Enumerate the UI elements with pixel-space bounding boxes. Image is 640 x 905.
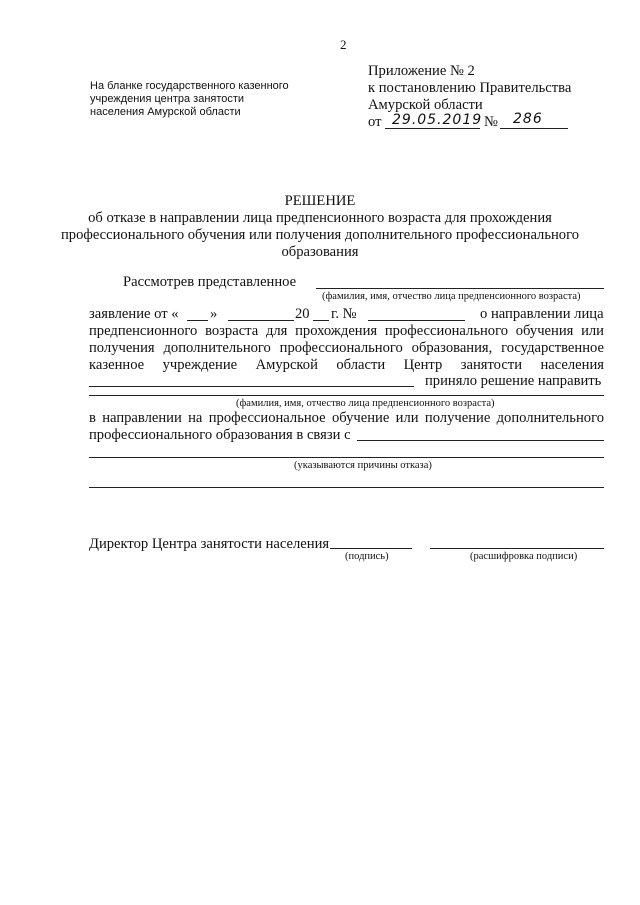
statement-number-field[interactable] (368, 320, 465, 321)
letterhead-line: На бланке государственного казенного (90, 80, 289, 92)
date-underline (385, 128, 480, 129)
appendix-date: 29.05.2019 (392, 112, 483, 128)
page-number: 2 (340, 37, 347, 52)
applicant-name-field[interactable] (316, 288, 604, 289)
statement-month-field[interactable] (228, 320, 294, 321)
document-title: РЕШЕНИЕ (284, 193, 356, 209)
subject-line: профессионального обучения или получения дополнительного профессионального (60, 227, 580, 243)
paragraph-line: получения дополнительного профессионального образования, государственное (89, 340, 604, 356)
caption-person-name: (фамилия, имя, отчество лица предпенсионного возраста) (236, 398, 495, 409)
appendix-decree: к постановлению Правительства (368, 80, 572, 96)
statement-year-field[interactable] (313, 320, 329, 321)
letterhead-line: населения Амурской области (90, 106, 241, 118)
statement-day-field[interactable] (187, 320, 208, 321)
subject-line: образования (281, 244, 359, 260)
paragraph-line: предпенсионного возраста для прохождения профессионального обучения или (89, 323, 604, 339)
reason-field[interactable] (357, 440, 604, 441)
reason-intro-text: профессионального образования в связи с (89, 427, 351, 443)
year-prefix: 20 (295, 306, 310, 322)
quote-close: » (210, 306, 218, 322)
signature-field[interactable] (330, 548, 412, 549)
paragraph-line: в направлении на профессиональное обучение или получение дополнительного (89, 410, 604, 426)
appendix-number-label: № (484, 114, 498, 130)
signature-decode-field[interactable] (430, 548, 604, 549)
reason-field-3[interactable] (89, 487, 604, 488)
director-title: Директор Центра занятости населения (89, 536, 330, 552)
appendix-region: Амурской области (368, 97, 483, 113)
appendix-from-label: от (368, 114, 382, 130)
appendix-number: 286 (513, 111, 543, 127)
reason-field-2[interactable] (89, 457, 604, 458)
decided-text: приняло решение направить (425, 373, 602, 389)
about-text: о направлении лица (480, 306, 604, 322)
subject-line: об отказе в направлении лица предпенсионного возраста для прохождения (88, 210, 552, 226)
year-number-label: г. № (331, 306, 357, 322)
caption-signature: (подпись) (345, 551, 389, 562)
caption-reasons: (указываются причины отказа) (294, 460, 432, 471)
statement-from-text: заявление от « (89, 306, 179, 322)
caption-signature-decode: (расшифровка подписи) (470, 551, 578, 562)
considered-text: Рассмотрев представленное (123, 274, 297, 290)
paragraph-line: казенное учреждение Амурской области Центр занятости населения (89, 357, 604, 373)
caption-applicant-name: (фамилия, имя, отчество лица предпенсионного возраста) (322, 291, 581, 302)
number-underline (500, 128, 568, 129)
letterhead-line: учреждения центра занятости (90, 93, 245, 105)
person-name-field-2[interactable] (89, 395, 604, 396)
appendix-title: Приложение № 2 (368, 63, 475, 79)
person-name-field[interactable] (89, 386, 414, 387)
